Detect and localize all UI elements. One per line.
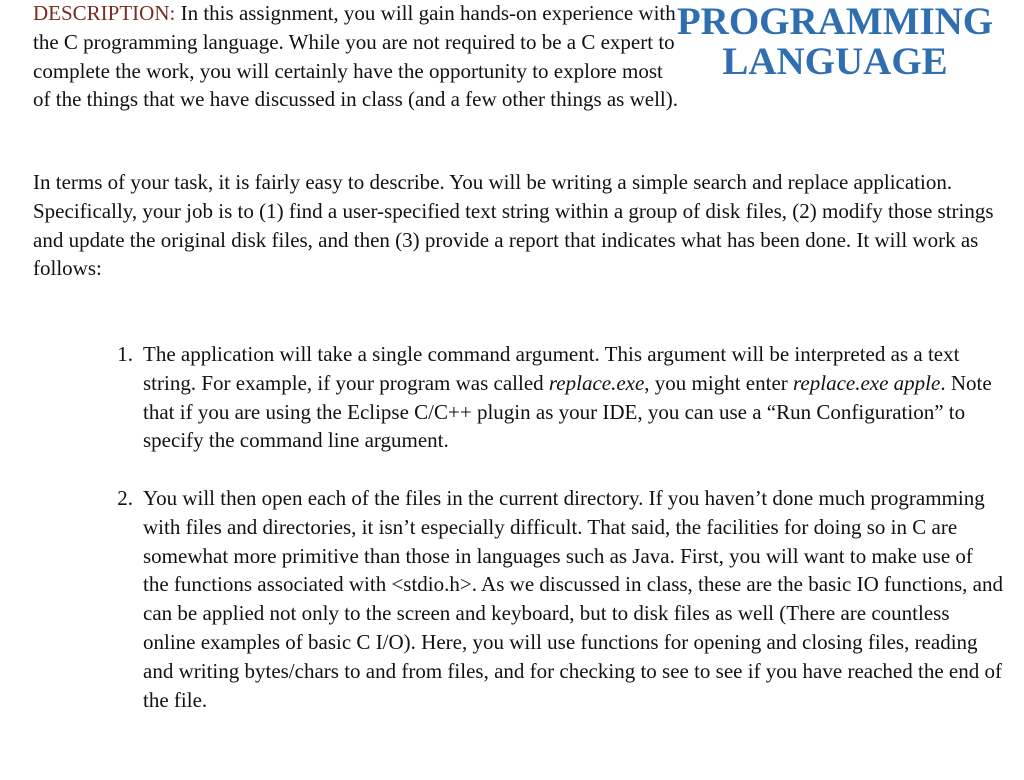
description-paragraph [33, 0, 683, 114]
list-item-number: 2. [117, 485, 133, 510]
task-paragraph: In terms of your task, it is fairly easy to describe. You will be writing a simple search and replace application. Specifically, your job is to (1) find a user-specified text string within a group of disk files, (2) modify those strings and update the original disk files, and then (3) provide a report that indicates what has been done. It will work as follows: [33, 170, 994, 281]
title-line-1: PROGRAMMING [676, 0, 994, 43]
list-item-text-part: , you might enter [644, 370, 794, 395]
list-item-text: You will then open each of the files in the current directory. If you haven’t done much programming with files and directories, it isn’t especially difficult. That said, the facilities for doing so in C are somewhat more primitive than those in languages such as Java. First, you will want to make use of the functions associated with <stdio.h>. As we discussed in class, these are the basic IO functions, and can be applied not only to the screen and keyboard, but to disk files as well (There are countless online examples of basic C I/O). Here, you will use functions for opening and closing files, reading and writing bytes/chars to and from files, and for checking to see to see if you have reached the end of the file. [143, 485, 1004, 712]
list-item-text-part: The application will take a single command argument. This argument will be interpreted as a text string. For example, if your program was called [143, 342, 960, 395]
description-text: In this assignment, you will gain hands-on experience with the C programming language. While you are not required to be a C expert to complete the work, you will certainly have the opportunity to explore most of the things that we have discussed in class (and a few other things as well). [33, 1, 679, 112]
program-name-emphasis: replace.exe [548, 370, 645, 395]
list-item-number: 1. [117, 342, 133, 366]
numbered-list [0, 340, 1024, 714]
list-item-text [143, 342, 992, 452]
page-title [655, 2, 1015, 82]
list-item-text-part: . Note that if you are using the Eclipse C/C++ plugin as your IDE, you can use a “Run Configuration” to specify the command line argument. [143, 370, 992, 453]
description-label: DESCRIPTION: [33, 1, 176, 25]
list-item [117, 340, 1003, 455]
command-example-emphasis: replace.exe apple [793, 370, 941, 395]
list-item [117, 484, 1004, 714]
title-line-2: LANGUAGE [722, 40, 948, 83]
